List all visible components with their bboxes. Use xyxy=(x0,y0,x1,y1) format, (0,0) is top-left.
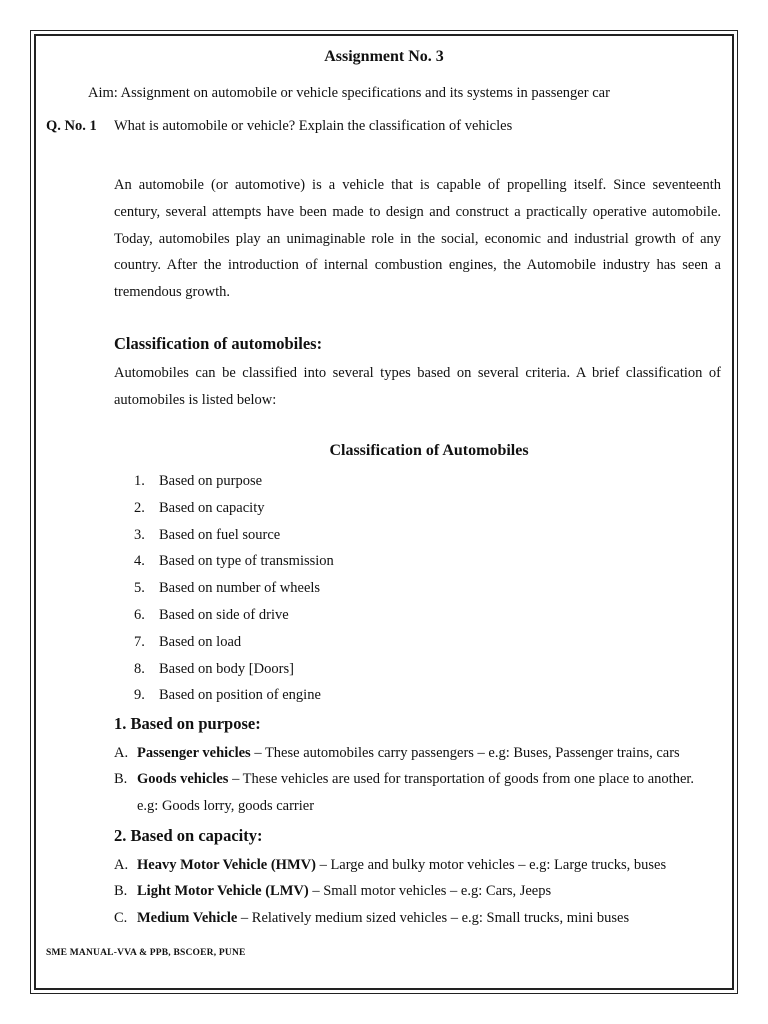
assignment-title: Assignment No. 3 xyxy=(324,48,444,65)
list-item: 4. Based on type of transmission xyxy=(134,553,334,570)
classification-heading: Classification of automobiles: xyxy=(114,334,323,353)
purpose-heading: 1. Based on purpose: xyxy=(114,714,261,733)
classification-line: Automobiles can be classified into several types based on several criteria. A brief classification of xyxy=(114,365,721,381)
list-item: 1. Based on purpose xyxy=(134,473,263,489)
list-item: 5. Based on number of wheels xyxy=(134,580,321,597)
footer-text: SME MANUAL-VVA & PPB, BSCOER, PUNE xyxy=(46,948,246,958)
criteria-list xyxy=(134,472,334,713)
question-number: Q. No. 1 xyxy=(46,118,97,134)
purpose-item-goods-cont: e.g: Goods lorry, goods carrier xyxy=(137,798,315,814)
capacity-item-hmv: A. Heavy Motor Vehicle (HMV) – Large and bulky motor vehicles – e.g: Large trucks, buses xyxy=(114,857,667,873)
intro-paragraph xyxy=(114,172,721,306)
intro-line: An automobile (or automotive) is a vehicle that is capable of propelling itself. Since seventeenth xyxy=(114,177,721,193)
list-item: 2. Based on capacity xyxy=(134,499,265,516)
purpose-item-passenger: A. Passenger vehicles – These automobiles carry passengers – e.g: Buses, Passenger trains, cars xyxy=(114,745,680,761)
list-item: 9. Based on position of engine xyxy=(134,687,321,704)
question-text: What is automobile or vehicle? Explain the classification of vehicles xyxy=(114,118,513,134)
list-item: 7. Based on load xyxy=(134,633,242,650)
aim-text: Aim: Assignment on automobile or vehicle specifications and its systems in passenger car xyxy=(88,85,610,101)
list-item: 8. Based on body [Doors] xyxy=(134,660,294,677)
list-heading: Classification of Automobiles xyxy=(329,442,529,459)
classification-paragraph xyxy=(114,360,721,414)
intro-line: century, several attempts have been made to design and construct a practically operative automobile. xyxy=(114,203,721,220)
classification-line: automobiles is listed below: xyxy=(114,391,277,408)
intro-line: tremendous growth. xyxy=(114,284,230,301)
list-item: 3. Based on fuel source xyxy=(134,526,281,543)
intro-line: Today, automobiles play an unimaginable role in the social, economic and industrial growth of any xyxy=(114,230,721,247)
list-item: 6. Based on side of drive xyxy=(134,606,289,623)
capacity-heading: 2. Based on capacity: xyxy=(114,826,263,845)
purpose-item-goods: B. Goods vehicles – These vehicles are used for transportation of goods from one place to another. xyxy=(114,771,695,787)
capacity-item-medium: C. Medium Vehicle – Relatively medium sized vehicles – e.g: Small trucks, mini buses xyxy=(114,910,630,926)
capacity-item-lmv: B. Light Motor Vehicle (LMV) – Small motor vehicles – e.g: Cars, Jeeps xyxy=(114,883,552,899)
intro-line: country. After the introduction of internal combustion engines, the Automobile industry has seen a xyxy=(114,257,721,274)
